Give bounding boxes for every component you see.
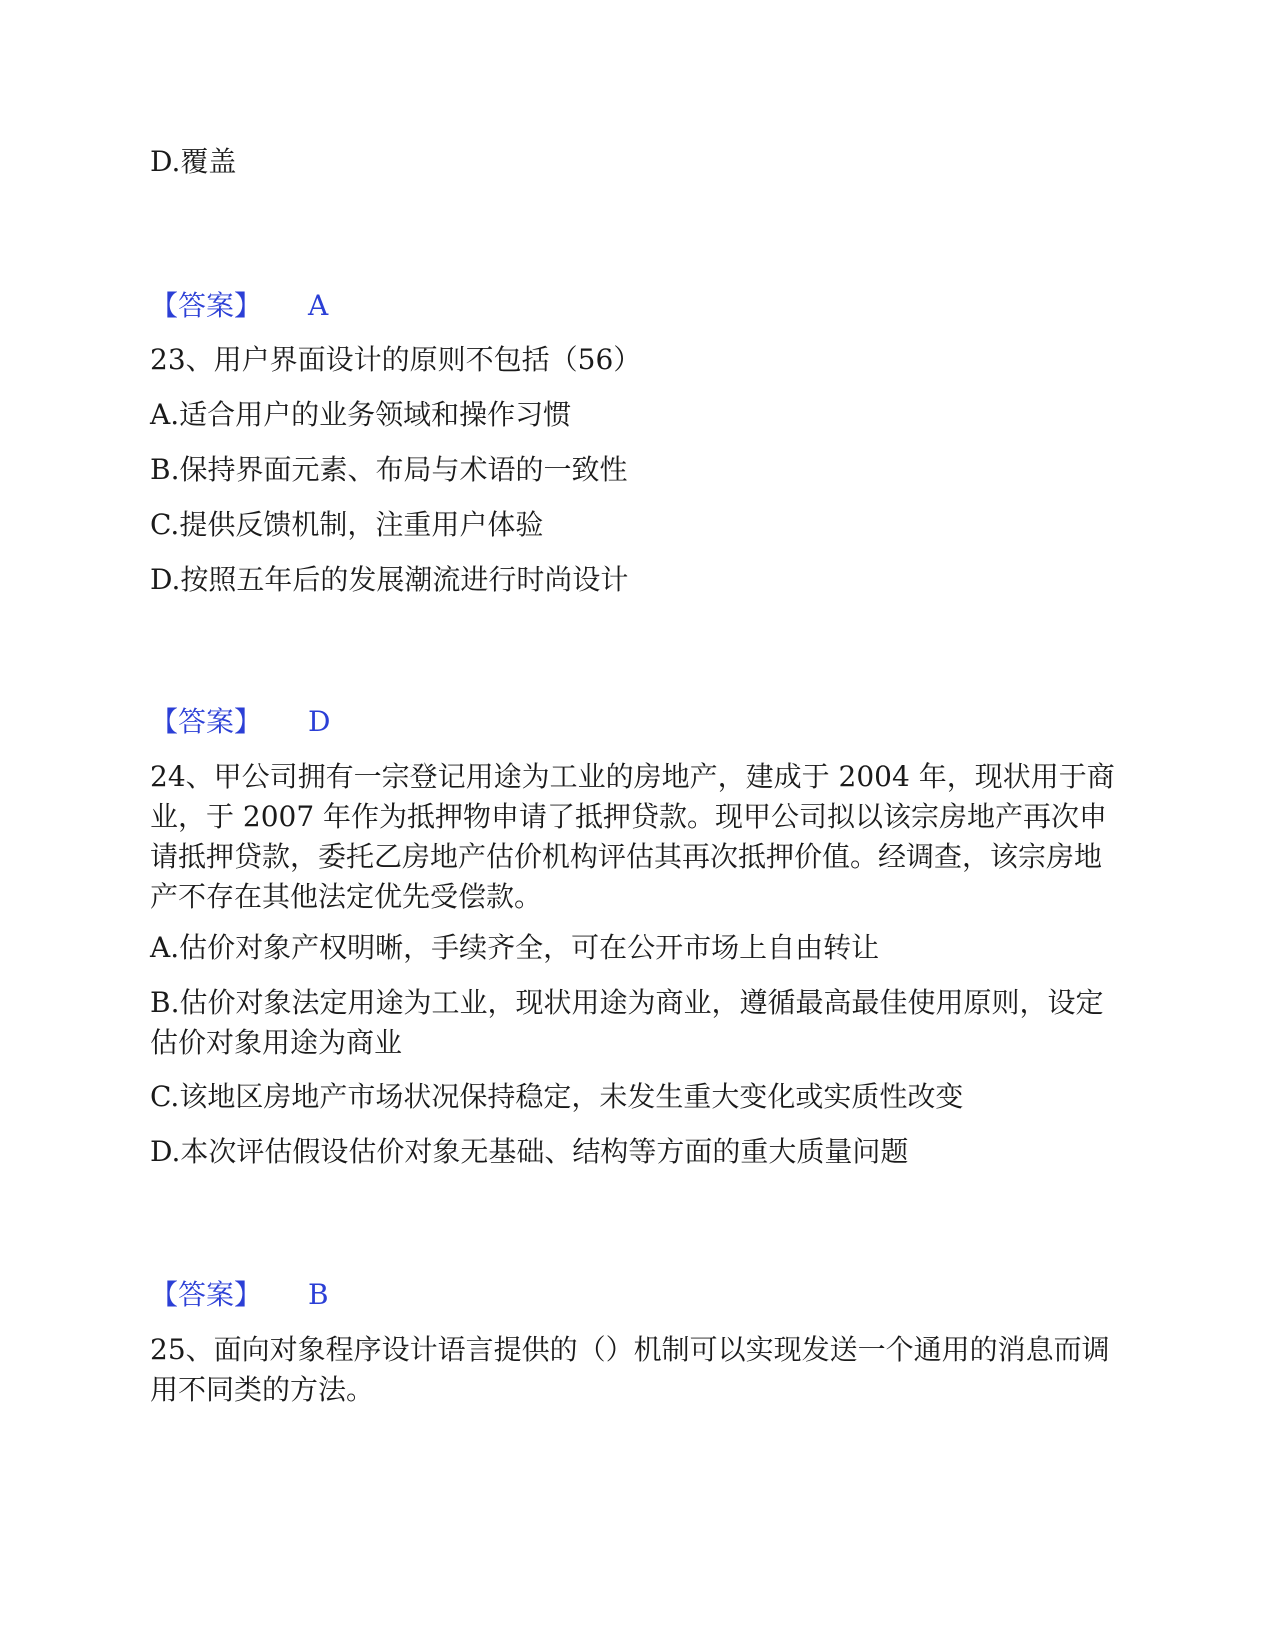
- answer-row-22: [150, 286, 328, 326]
- question-23-option-d: D.按照五年后的发展潮流进行时尚设计: [150, 563, 629, 596]
- question-24-option-d: D.本次评估假设估价对象无基础、结构等方面的重大质量问题: [150, 1135, 909, 1168]
- question-23-option-c: C.提供反馈机制，注重用户体验: [150, 508, 544, 541]
- answer-label: 【答案】: [150, 705, 263, 738]
- question-24-stem: 24、甲公司拥有一宗登记用途为工业的房地产，建成于 2004 年，现状用于商业，于 2007 年作为抵押物申请了抵押贷款。现甲公司拟以该宗房地产再次申请抵押贷款，委托乙房地产估价机构评估其再次抵押价值。经调查，该宗房地产不存在其他法定优先受偿款。: [150, 760, 1115, 913]
- answer-value: A: [308, 289, 329, 322]
- question-25-stem: 25、面向对象程序设计语言提供的（）机制可以实现发送一个通用的消息而调用不同类的方法。: [150, 1333, 1110, 1406]
- answer-label: 【答案】: [150, 1278, 263, 1311]
- question-24-option-b: B.估价对象法定用途为工业，现状用途为商业，遵循最高最佳使用原则，设定估价对象用途为商业: [150, 986, 1104, 1059]
- question-23-option-a: A.适合用户的业务领域和操作习惯: [150, 398, 572, 431]
- question-24-option-c: C.该地区房地产市场状况保持稳定，未发生重大变化或实质性改变: [150, 1080, 964, 1113]
- question-23-stem: 23、用户界面设计的原则不包括（56）: [150, 343, 642, 376]
- question-23-option-b: B.保持界面元素、布局与术语的一致性: [150, 453, 628, 486]
- answer-row-24: [150, 1275, 329, 1315]
- answer-row-23: [150, 702, 330, 742]
- answer-value: B: [308, 1278, 329, 1311]
- answer-label: 【答案】: [150, 289, 263, 322]
- question-24-option-a: A.估价对象产权明晰，手续齐全，可在公开市场上自由转让: [150, 931, 880, 964]
- option-d-prev: D.覆盖: [150, 145, 237, 178]
- answer-value: D: [308, 705, 331, 738]
